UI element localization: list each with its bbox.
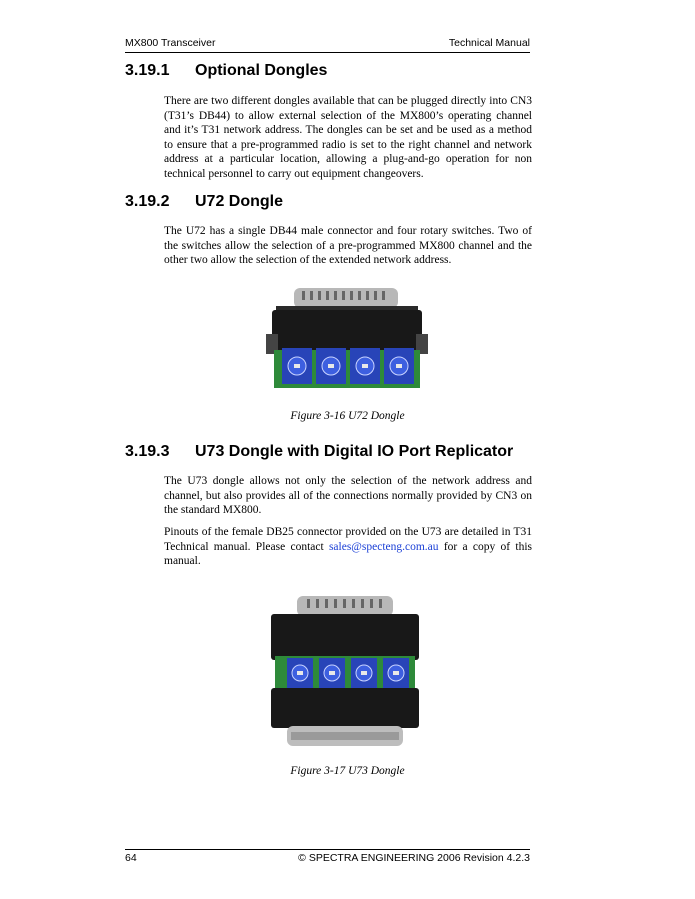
pinouts-text: Pinouts of the female DB25 connector provided on the U73 are detailed in T31 Technical manual. Please contact [164, 526, 532, 553]
pinouts-text-end: for a copy of this manual. [164, 540, 532, 568]
footer-copyright: © SPECTRA ENGINEERING 2006 Revision 4.2.3 [298, 852, 530, 864]
page-header [125, 36, 530, 53]
section-heading-optional-dongles [125, 62, 327, 80]
section-number: 3.19.3 [125, 443, 170, 460]
page-number: 64 [125, 852, 137, 864]
u73-dongle-photo [265, 592, 425, 754]
header-title: MX800 Transceiver [125, 37, 216, 49]
section-number: 3.19.2 [125, 193, 170, 210]
section-number: 3.19.1 [125, 62, 170, 79]
sales-email-link[interactable]: sales@specteng.com.au [328, 540, 439, 553]
page-footer [125, 849, 530, 866]
paragraph-u72: The U72 has a single DB44 male connector and four rotary switches. Two of the switches allow the selection of a pre-programmed MX800 channel and the other two allow the selection of the extended network address. [164, 225, 532, 267]
u72-dongle-photo [262, 282, 432, 398]
paragraph-optional-dongles: There are two different dongles available that can be plugged directly into CN3 (T31’s DB44) to allow external selection of the MX800’s operating channel and it’s T31 network address. The dongles can be set and be used as a method to ensure that a pre-programmed radio is set to the right channel and network address at a particular location, allowing a plug-and-go operation for non technical personnel to carry out equipment changeovers. [164, 95, 532, 180]
section-title: U73 Dongle with Digital IO Port Replicator [195, 443, 514, 460]
paragraph-u73: The U73 dongle allows not only the selection of the network address and channel, but also provides all of the connections normally provided by CN3 on the standard MX800. [164, 475, 532, 517]
header-doc-type: Technical Manual [448, 37, 530, 49]
section-heading-u73 [125, 443, 513, 461]
section-heading-u72 [125, 193, 283, 211]
section-title: U72 Dongle [195, 193, 284, 210]
figure-caption-u72: Figure 3-16 U72 Dongle [290, 410, 405, 422]
paragraph-u73-pinouts [164, 525, 532, 569]
figure-caption-u73: Figure 3-17 U73 Dongle [290, 765, 405, 777]
section-title: Optional Dongles [195, 62, 328, 79]
